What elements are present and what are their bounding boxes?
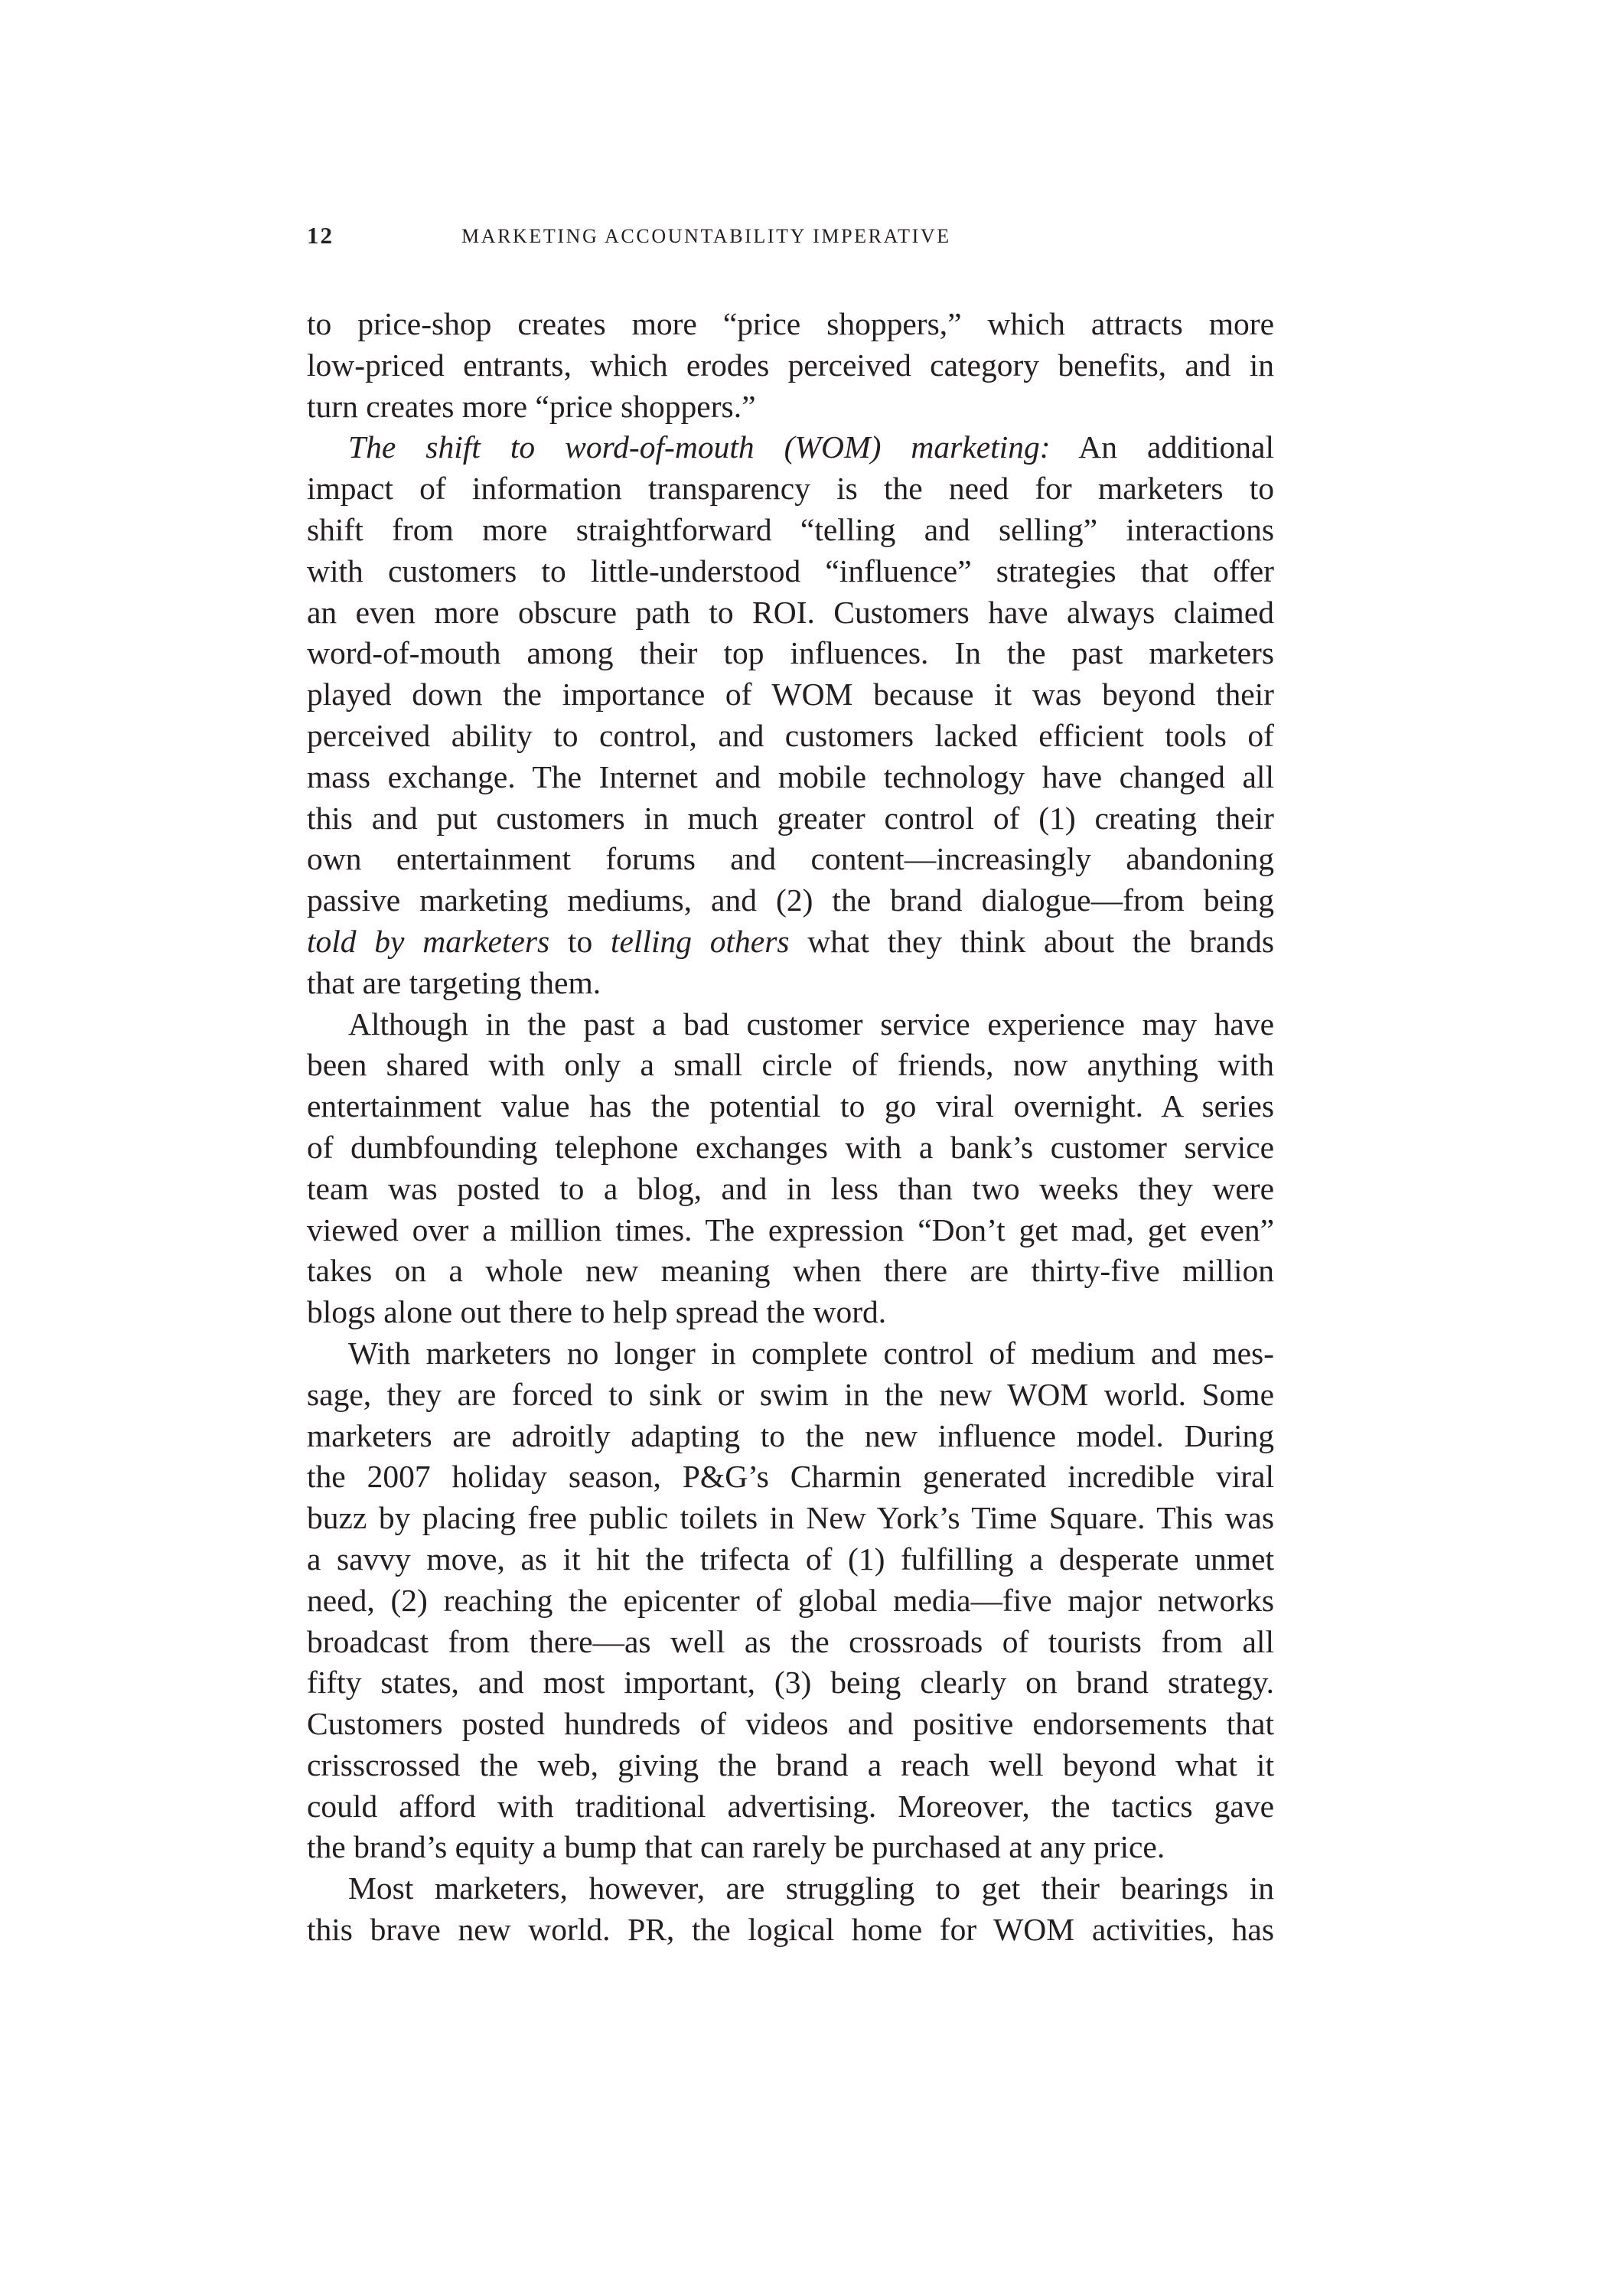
text-line xyxy=(307,468,1274,510)
page-number: 12 xyxy=(307,222,334,249)
text-span: blogs alone out there to help spread the word. xyxy=(307,1294,887,1330)
text-line xyxy=(307,592,1274,634)
text-span: the brand’s equity a bump that can rarely be purchased at any price. xyxy=(307,1829,1165,1865)
text-span: An additional xyxy=(1050,429,1275,465)
text-span: perceived ability to control, and customers lacked efficient tools of xyxy=(307,717,1274,753)
text-line xyxy=(307,551,1274,592)
text-line xyxy=(307,798,1274,840)
text-line xyxy=(307,1704,1274,1745)
text-line xyxy=(307,1210,1274,1251)
text-line xyxy=(307,880,1274,921)
text-line xyxy=(307,1333,1274,1375)
text-line xyxy=(307,1292,1274,1333)
text-line xyxy=(307,1045,1274,1086)
text-span: a savvy move, as it hit the trifecta of (1) fulfilling a desperate unmet xyxy=(307,1541,1274,1577)
text-span: shift from more straightforward “telling and selling” interactions xyxy=(307,511,1274,547)
text-span: this brave new world. PR, the logical home for WOM activities, has xyxy=(307,1912,1274,1948)
text-span: takes on a whole new meaning when there are thirty-five million xyxy=(307,1253,1274,1289)
text-line xyxy=(307,1416,1274,1457)
text-span: Most marketers, however, are struggling to get their bearings in xyxy=(348,1870,1274,1906)
text-span: to xyxy=(549,923,611,959)
text-line xyxy=(307,1498,1274,1539)
text-line xyxy=(307,1539,1274,1580)
paragraph xyxy=(307,1004,1274,1333)
text-span: sage, they are forced to sink or swim in the new WOM world. Some xyxy=(307,1376,1274,1412)
text-span: what they think about the brands xyxy=(789,923,1274,959)
running-head: MARKETING ACCOUNTABILITY IMPERATIVE xyxy=(461,225,951,247)
text-span: crisscrossed the web, giving the brand a reach well beyond what it xyxy=(307,1746,1274,1782)
text-line xyxy=(307,1662,1274,1704)
text-line xyxy=(307,1004,1274,1045)
text-line xyxy=(307,1086,1274,1127)
text-line xyxy=(307,345,1274,386)
text-span: turn creates more “price shoppers.” xyxy=(307,388,756,424)
text-line xyxy=(307,386,1274,428)
body-text xyxy=(307,304,1274,1951)
text-span: With marketers no longer in complete control of medium and mes- xyxy=(348,1335,1274,1371)
text-span: played down the importance of WOM because it was beyond their xyxy=(307,677,1274,713)
running-header xyxy=(307,222,1274,253)
text-line xyxy=(307,716,1274,757)
text-span: buzz by placing free public toilets in New York’s Time Square. This was xyxy=(307,1500,1274,1536)
text-span: an even more obscure path to ROI. Customers have always claimed xyxy=(307,594,1274,630)
text-line xyxy=(307,1910,1274,1951)
text-line xyxy=(307,1375,1274,1416)
text-line xyxy=(307,427,1274,468)
text-span: Customers posted hundreds of videos and positive endorsements that xyxy=(307,1706,1274,1742)
text-span: fifty states, and most important, (3) being clearly on brand strategy. xyxy=(307,1665,1274,1701)
text-span: word-of-mouth among their top influences. In the past marketers xyxy=(307,635,1274,671)
text-line xyxy=(307,510,1274,551)
text-span: the 2007 holiday season, P&G’s Charmin generated incredible viral xyxy=(307,1459,1274,1495)
italic-text: telling others xyxy=(610,923,790,959)
text-line xyxy=(307,921,1274,963)
text-line xyxy=(307,1745,1274,1786)
italic-text: The shift to word-of-mouth (WOM) marketing: xyxy=(348,429,1051,465)
italic-text: told by marketers xyxy=(307,923,550,959)
text-span: passive marketing mediums, and (2) the brand dialogue—from being xyxy=(307,882,1274,918)
text-line xyxy=(307,674,1274,716)
text-span: with customers to little-understood “influence” strategies that offer xyxy=(307,553,1274,589)
text-line xyxy=(307,1786,1274,1828)
text-span: could afford with traditional advertising. Moreover, the tactics gave xyxy=(307,1788,1274,1824)
text-span: impact of information transparency is the need for marketers to xyxy=(307,471,1274,507)
text-span: broadcast from there—as well as the crossroads of tourists from all xyxy=(307,1623,1274,1659)
text-line xyxy=(307,1127,1274,1169)
text-span: team was posted to a blog, and in less than two weeks they were xyxy=(307,1170,1274,1206)
text-line xyxy=(307,1456,1274,1498)
text-span: Although in the past a bad customer service experience may have xyxy=(348,1006,1274,1042)
text-span: viewed over a million times. The expression “Don’t get mad, get even” xyxy=(307,1212,1274,1247)
text-line xyxy=(307,757,1274,798)
text-span: been shared with only a small circle of friends, now anything with xyxy=(307,1047,1274,1083)
paragraph xyxy=(307,1868,1274,1951)
text-line xyxy=(307,1827,1274,1868)
text-span: this and put customers in much greater control of (1) creating their xyxy=(307,800,1274,836)
text-span: own entertainment forums and content—increasingly abandoning xyxy=(307,841,1274,877)
text-line xyxy=(307,304,1274,345)
text-line xyxy=(307,839,1274,880)
text-line xyxy=(307,1622,1274,1663)
text-line xyxy=(307,1169,1274,1210)
text-span: low-priced entrants, which erodes perceived category benefits, and in xyxy=(307,347,1274,383)
text-span: need, (2) reaching the epicenter of global media—five major networks xyxy=(307,1582,1274,1618)
text-span: that are targeting them. xyxy=(307,964,601,1000)
text-span: entertainment value has the potential to go viral overnight. A series xyxy=(307,1088,1274,1124)
text-span: mass exchange. The Internet and mobile technology have changed all xyxy=(307,758,1274,794)
text-line xyxy=(307,1580,1274,1622)
paragraph xyxy=(307,427,1274,1003)
paragraph xyxy=(307,1333,1274,1868)
text-span: to price-shop creates more “price shoppers,” which attracts more xyxy=(307,306,1274,341)
paragraph xyxy=(307,304,1274,427)
text-line xyxy=(307,963,1274,1004)
text-line xyxy=(307,633,1274,674)
text-span: marketers are adroitly adapting to the new influence model. During xyxy=(307,1417,1274,1453)
text-span: of dumbfounding telephone exchanges with a bank’s customer service xyxy=(307,1129,1274,1165)
text-line xyxy=(307,1868,1274,1910)
text-line xyxy=(307,1251,1274,1292)
